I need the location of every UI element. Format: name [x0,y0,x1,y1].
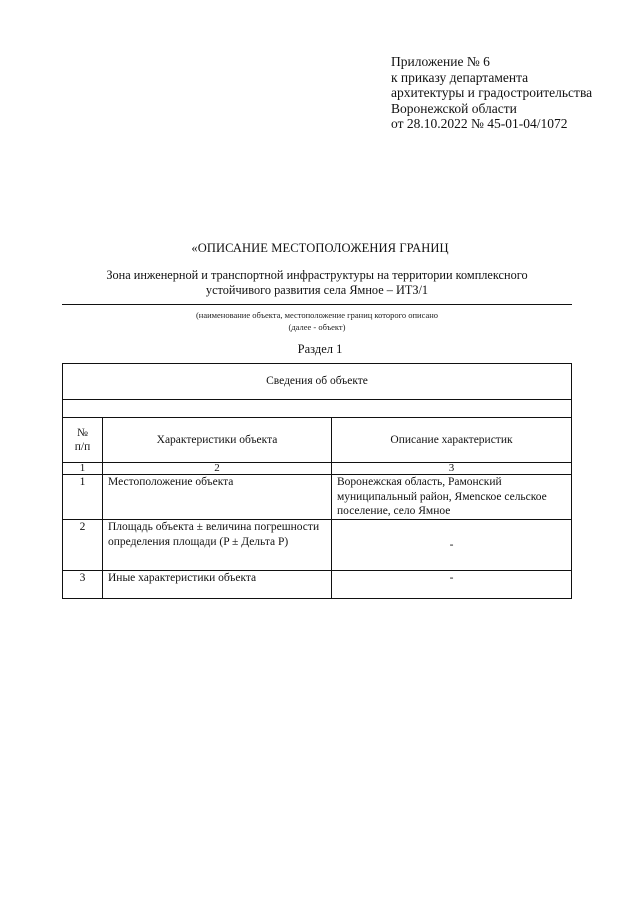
row-number: 3 [63,571,103,599]
column-number-row [63,463,572,475]
attachment-header [391,54,592,132]
header-description: Описание характеристик [332,418,572,463]
object-info-table [62,363,572,599]
column-number: 2 [103,463,332,475]
table-title-row [63,364,572,400]
row-characteristic: Площадь объекта ± величина погрешности определения площади (P ± Дельта P) [103,520,332,571]
column-number: 1 [63,463,103,475]
row-value: Воронежская область, Рамонский муниципальный район, Ямenское сельское поселение, село Ямное [332,475,572,520]
column-number: 3 [332,463,572,475]
underline-rule [62,304,572,305]
table-row [63,571,572,599]
caption-line: (далее - объект) [288,322,346,332]
row-value: - [332,520,572,571]
attachment-line: к приказу департамента [391,69,529,85]
row-number: 1 [63,475,103,520]
object-name-line: устойчивого развития села Ямное – ИТЗ/1 [205,283,429,297]
header-number-line2: п/п [74,441,91,453]
object-name [62,268,572,298]
attachment-line: Воронежской области [391,100,517,116]
row-value: - [332,571,572,599]
header-number-line1: № [77,426,88,439]
table-spacer-row [63,400,572,418]
table-title: Сведения об объекте [63,364,572,400]
row-characteristic: Местоположение объекта [103,475,332,520]
table-header-row [63,418,572,463]
object-name-line: Зона инженерной и транспортной инфраструктуры на территории комплексного [106,268,528,282]
spacer-cell [63,400,572,418]
table-row [63,475,572,520]
row-number: 2 [63,520,103,571]
row-characteristic: Иные характеристики объекта [103,571,332,599]
object-name-caption [62,309,572,333]
header-characteristics: Характеристики объекта [103,418,332,463]
attachment-line: Приложение № 6 [391,54,490,69]
attachment-line: архитектуры и градостроительства [391,85,593,100]
caption-line: (наименование объекта, местоположение границ которого описано [195,310,439,320]
document-title: «ОПИСАНИЕ МЕСТОПОЛОЖЕНИЯ ГРАНИЦ [191,241,449,255]
table-row [63,520,572,571]
header-number [63,418,103,463]
section-heading: Раздел 1 [297,342,343,356]
attachment-line: от 28.10.2022 № 45-01-04/1072 [391,116,568,131]
